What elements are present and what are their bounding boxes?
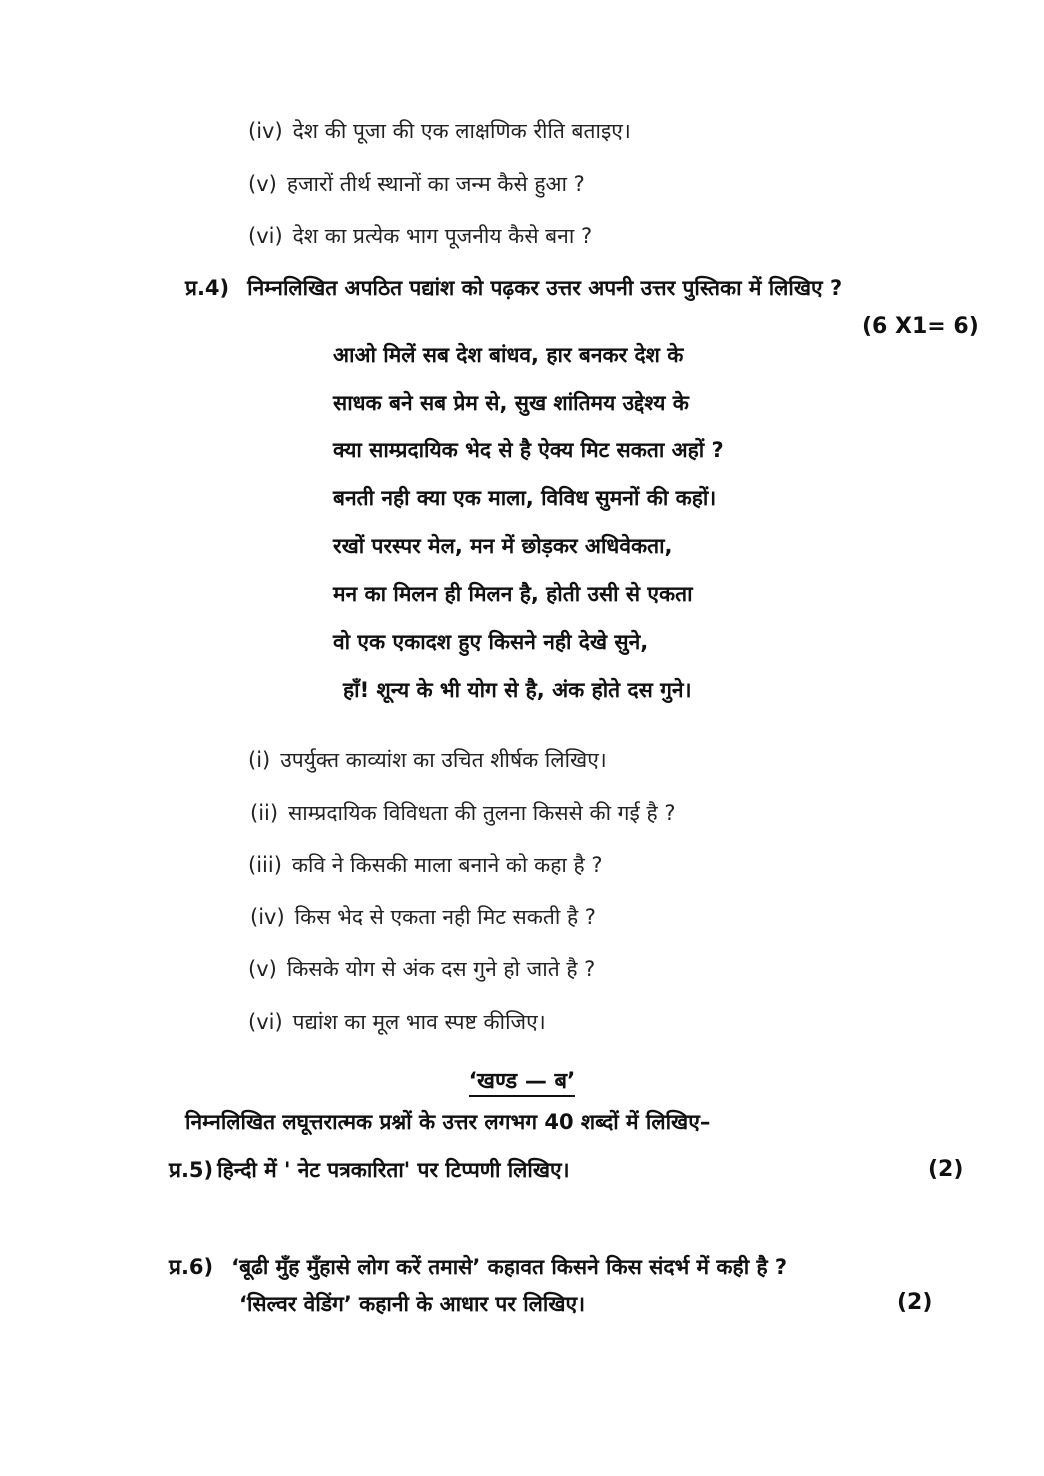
item-number: (iii) [248, 853, 282, 877]
item-number: (vi) [248, 224, 283, 248]
poem-line: हाँ! शून्य के भी योग से है, अंक होते दस गुने। [343, 678, 692, 702]
q4-heading [185, 274, 842, 302]
question-number: प्र.5) [169, 1158, 214, 1182]
item-text: कवि ने किसकी माला बनाने को कहा है ? [291, 853, 603, 877]
item-number: (vi) [248, 1010, 283, 1034]
q6-line-2: ‘सिल्वर वेडिंग’ कहानी के आधार पर लिखिए। [239, 1292, 586, 1316]
q6-marks: (2) [897, 1290, 933, 1315]
item-text: साम्प्रदायिक विविधता की तुलना किससे की गई है ? [288, 801, 676, 825]
question-text: ‘बूढी मुँह मुँहासे लोग करें तमासे’ कहावत किसने किस संदर्भ में कही है ? [231, 1255, 788, 1279]
item-text: किस भेद से एकता नही मिट सकती है ? [294, 905, 596, 929]
item-text: देश का प्रत्येक भाग पूजनीय कैसे बना ? [292, 224, 593, 248]
item-number: (v) [248, 172, 277, 196]
poem-line: क्या साम्प्रदायिक भेद से है ऐक्य मिट सकता अहों ? [333, 438, 724, 462]
item-number: (iv) [250, 905, 285, 929]
q6-line-1 [169, 1253, 787, 1281]
item-number: (ii) [250, 801, 279, 825]
poem-line: आओ मिलें सब देश बांधव, हार बनकर देश के [333, 343, 684, 367]
q4-item-iii [248, 851, 603, 879]
q5-line [169, 1156, 570, 1184]
section-b-instruction: निम्नलिखित लघूत्तरात्मक प्रश्नों के उत्तर लगभग 40 शब्दों में लिखिए– [185, 1110, 711, 1134]
q4-item-ii [250, 799, 675, 827]
question-text: हिन्दी में ' नेट पत्रकारिता' पर टिप्पणी लिखिए। [217, 1158, 570, 1182]
question-text: निम्नलिखित अपठित पद्यांश को पढ़कर उत्तर अपनी उत्तर पुस्तिका में लिखिए ? [247, 276, 843, 300]
item-number: (v) [248, 957, 277, 981]
q4-marks: (6 X1= 6) [862, 314, 979, 339]
section-b-title [0, 1065, 1044, 1095]
poem-line: बनती नही क्या एक माला, विविध सुमनों की कहों। [333, 486, 717, 510]
q4-item-vi [248, 1008, 546, 1036]
q4-item-iv [250, 903, 596, 931]
poem-line: साधक बने सब प्रेम से, सुख शांतिमय उद्देश्य के [333, 391, 689, 415]
section-b-title-text: ‘खण्ड — ब’ [469, 1069, 576, 1097]
item-text: किसके योग से अंक दस गुने हो जाते है ? [286, 957, 596, 981]
item-number: (i) [248, 748, 271, 772]
q3-item-iv [248, 117, 631, 145]
item-number: (iv) [248, 119, 283, 143]
item-text: हजारों तीर्थ स्थानों का जन्म कैसे हुआ ? [286, 172, 585, 196]
item-text: पद्यांश का मूल भाव स्पष्ट कीजिए। [292, 1010, 546, 1034]
question-number: प्र.6) [169, 1255, 214, 1279]
poem-line: मन का मिलन ही मिलन है, होती उसी से एकता [333, 582, 693, 606]
q3-item-v [248, 170, 585, 198]
q3-item-vi [248, 222, 592, 250]
item-text: उपर्युक्त काव्यांश का उचित शीर्षक लिखिए। [280, 748, 607, 772]
q4-item-v [248, 955, 595, 983]
item-text: देश की पूजा की एक लाक्षणिक रीति बताइए। [292, 119, 631, 143]
q4-item-i [248, 746, 607, 774]
poem-line: रखों परस्पर मेल, मन में छोड़कर अधिवेकता, [333, 534, 673, 558]
question-number: प्र.4) [185, 276, 230, 300]
poem-line: वो एक एकादश हुए किसने नही देखे सुने, [333, 630, 649, 654]
q5-marks: (2) [928, 1157, 964, 1182]
